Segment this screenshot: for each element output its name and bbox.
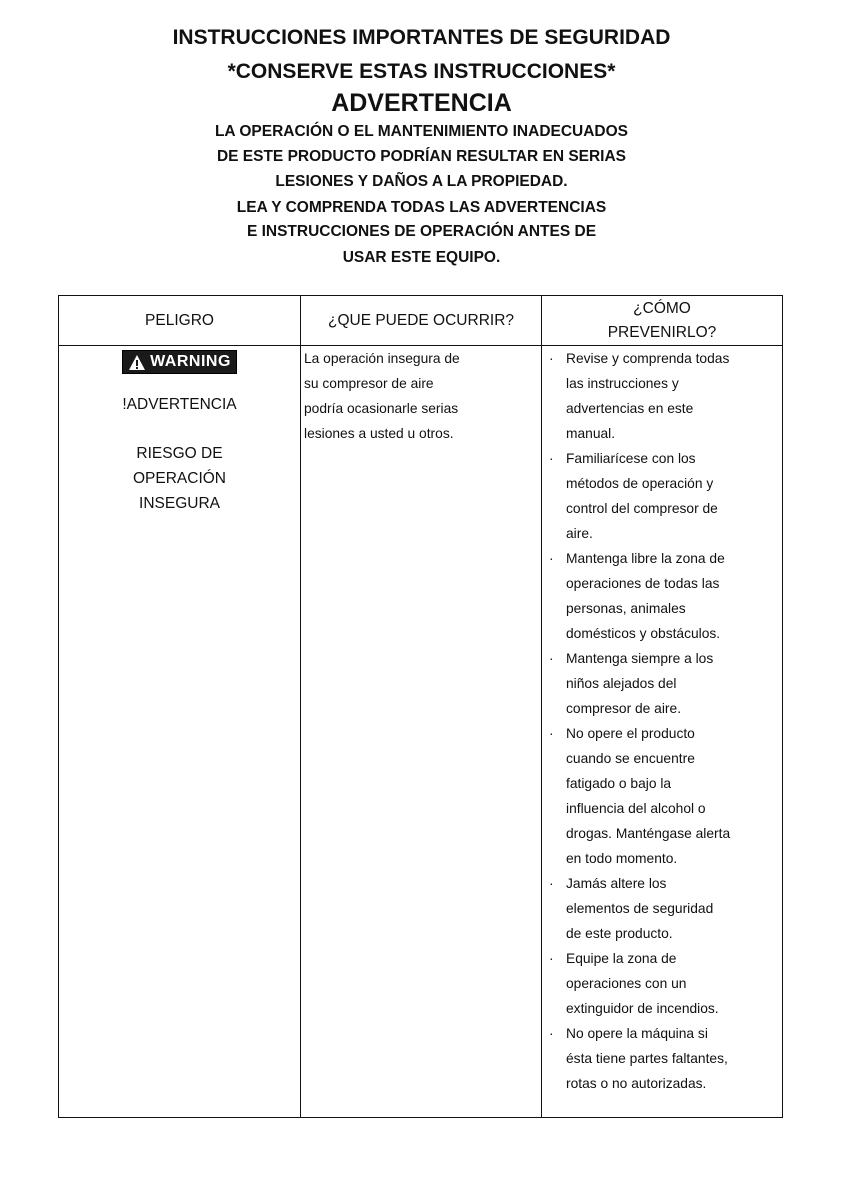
- warning-line: USAR ESTE EQUIPO.: [342, 249, 501, 266]
- prevention-line: rotas o no autorizadas.: [566, 1076, 707, 1091]
- hazard-label: !ADVERTENCIA: [122, 395, 237, 413]
- warning-badge: [122, 350, 237, 374]
- prevention-item: [547, 346, 783, 446]
- prevention-line: influencia del alcohol o: [566, 801, 706, 816]
- table-divider: [541, 296, 542, 1117]
- prevention-line: niños alejados del: [566, 676, 677, 691]
- page-title: INSTRUCCIONES IMPORTANTES DE SEGURIDAD: [172, 26, 671, 49]
- prevention-line: advertencias en este: [566, 401, 694, 416]
- prevention-cell: [547, 346, 783, 1096]
- prevention-line: personas, animales: [566, 601, 686, 616]
- warning-heading: ADVERTENCIA: [331, 89, 512, 117]
- risk-line: INSEGURA: [139, 494, 220, 512]
- prevention-line: Familiarícese con los: [566, 451, 696, 466]
- consequence-line: su compresor de aire: [304, 376, 434, 391]
- bullet: ·: [549, 351, 554, 366]
- prevention-item: [547, 871, 783, 946]
- prevention-line: operaciones con un: [566, 976, 687, 991]
- bullet: ·: [549, 451, 554, 466]
- prevention-line: Revise y comprenda todas: [566, 351, 730, 366]
- prevention-item: [547, 721, 783, 871]
- prevention-item: [547, 946, 783, 1021]
- bullet: ·: [549, 726, 554, 741]
- bullet: ·: [549, 951, 554, 966]
- column-header-label: ¿CÓMO: [633, 300, 691, 317]
- risk-line: OPERACIÓN: [132, 469, 226, 487]
- prevention-line: drogas. Manténgase alerta: [566, 826, 731, 841]
- warning-line: LEA Y COMPRENDA TODAS LAS ADVERTENCIAS: [236, 199, 607, 216]
- warning-triangle-icon: [128, 354, 146, 371]
- prevention-item: [547, 446, 783, 546]
- prevention-line: Equipe la zona de: [566, 951, 677, 966]
- prevention-line: domésticos y obstáculos.: [566, 626, 721, 641]
- prevention-item: [547, 1021, 783, 1096]
- prevention-line: fatigado o bajo la: [566, 776, 672, 791]
- warning-line: DE ESTE PRODUCTO PODRÍAN RESULTAR EN SERIAS: [216, 148, 627, 165]
- prevention-line: ésta tiene partes faltantes,: [566, 1051, 728, 1066]
- consequence-cell: [304, 346, 540, 446]
- warning-line: LESIONES Y DAÑOS A LA PROPIEDAD.: [275, 173, 568, 190]
- warning-line: E INSTRUCCIONES DE OPERACIÓN ANTES DE: [246, 223, 597, 240]
- safety-table: [58, 295, 783, 1118]
- bullet: ·: [549, 876, 554, 891]
- table-divider: [300, 296, 301, 1117]
- prevention-line: Mantenga siempre a los: [566, 651, 714, 666]
- risk-line: RIESGO DE: [136, 444, 223, 462]
- warning-badge-label: WARNING: [150, 353, 231, 370]
- prevention-item: [547, 546, 783, 646]
- page-subtitle: *CONSERVE ESTAS INSTRUCCIONES*: [227, 60, 616, 83]
- prevention-line: de este producto.: [566, 926, 673, 941]
- warning-line: LA OPERACIÓN O EL MANTENIMIENTO INADECUADOS: [214, 123, 629, 140]
- prevention-line: aire.: [566, 526, 593, 541]
- prevention-line: manual.: [566, 426, 616, 441]
- prevention-line: Jamás altere los: [566, 876, 667, 891]
- column-header-que-puede-ocurrir: [301, 296, 541, 346]
- column-header-como-prevenirlo: [542, 296, 782, 346]
- column-header-peligro: [59, 296, 300, 346]
- hazard-cell: [59, 348, 300, 516]
- consequence-line: lesiones a usted u otros.: [304, 426, 454, 441]
- prevention-line: las instrucciones y: [566, 376, 679, 391]
- prevention-line: No opere el producto: [566, 726, 695, 741]
- bullet: ·: [549, 651, 554, 666]
- prevention-line: operaciones de todas las: [566, 576, 720, 591]
- consequence-line: podría ocasionarle serias: [304, 401, 459, 416]
- prevention-line: control del compresor de: [566, 501, 718, 516]
- prevention-line: Mantenga libre la zona de: [566, 551, 725, 566]
- bullet: ·: [549, 551, 554, 566]
- prevention-line: métodos de operación y: [566, 476, 714, 491]
- prevention-line: elementos de seguridad: [566, 901, 714, 916]
- prevention-line: compresor de aire.: [566, 701, 682, 716]
- prevention-item: [547, 646, 783, 721]
- column-header-label: PREVENIRLO?: [607, 324, 717, 341]
- bullet: ·: [549, 1026, 554, 1041]
- column-header-label: PELIGRO: [145, 312, 214, 329]
- prevention-line: No opere la máquina si: [566, 1026, 708, 1041]
- prevention-line: en todo momento.: [566, 851, 678, 866]
- column-header-label: ¿QUE PUEDE OCURRIR?: [327, 312, 515, 329]
- prevention-line: extinguidor de incendios.: [566, 1001, 719, 1016]
- consequence-line: La operación insegura de: [304, 351, 460, 366]
- prevention-line: cuando se encuentre: [566, 751, 695, 766]
